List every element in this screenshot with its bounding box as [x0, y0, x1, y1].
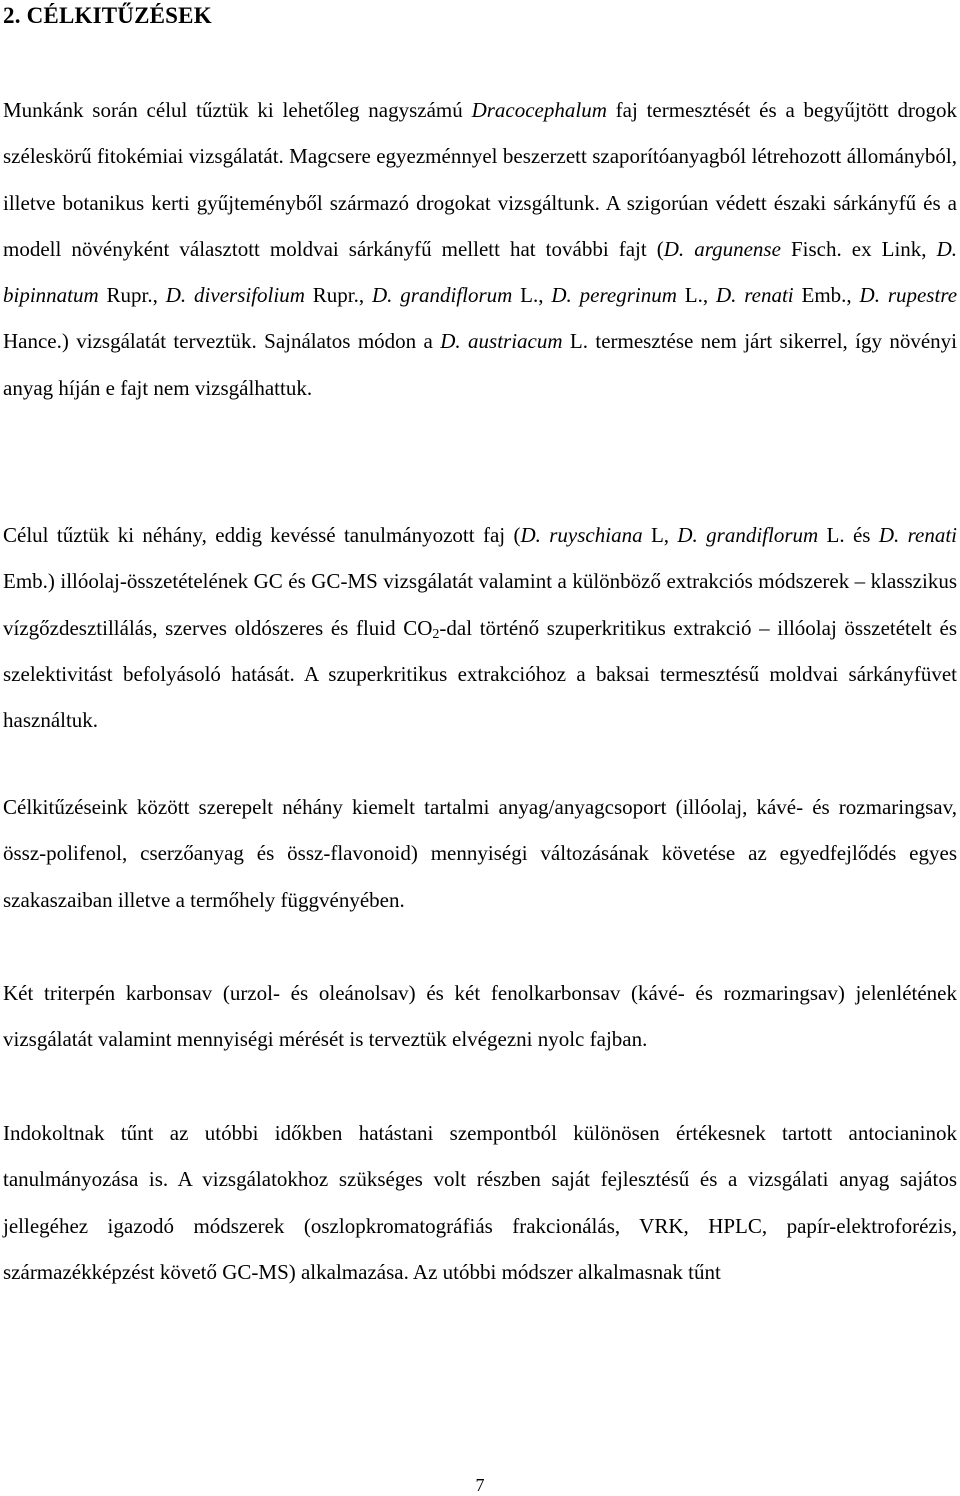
text-run: L.,	[512, 283, 552, 308]
text-run: L. termesztése nem járt sikerrel, így növényi anyag híján e fajt nem vizsgálhattuk.	[3, 329, 958, 400]
text-run: L,	[642, 523, 678, 547]
paragraph-5: Indokoltnak tűnt az utóbbi időkben hatástani szempontból különösen értékesnek tartott antocianinok tanulmányozása is. A vizsgálatokhoz szükséges volt részben saját fejlesztésű és a vizsgálati anyag sajátos jellegéhez igazodó módszerek (oszlopkromatográfiás frakcionálás, VRK, HPLC, papír-elektroforézis, származékképzést követő GC-MS) alkalmazása. Az utóbbi módszer alkalmasnak tűnt	[3, 1121, 957, 1284]
text-run: Emb.) illóolaj-összetételének GC és GC-MS vizsgálatát valamint a különböző extrakciós módszerek – klasszikus vízgőzdesztillálás, szerves oldószeres és fluid CO	[3, 569, 957, 640]
text-run: Munkánk során célul tűztük ki lehetőleg nagyszámú	[3, 98, 472, 122]
paragraph-1	[3, 87, 957, 411]
text-run: faj termesztését és a begyűjtött drogok széleskörű fitokémiai vizsgálatát. Magcsere egyezménnyel beszerzett szaporítóanyagból létrehozott állományból, illetve botanikus kerti gyűjteményből származó drogokat vizsgáltunk. A szigorúan védett északi sárkányfű és a modell növényként választott moldvai sárkányfű mellett hat további fajt (	[3, 98, 957, 261]
species-name: D. rupestre	[859, 283, 958, 308]
text-run: Fisch. ex Link,	[780, 236, 937, 261]
subscript: 2	[432, 626, 440, 642]
text-run: L. és	[818, 523, 879, 547]
species-name: D. argunense	[663, 236, 781, 261]
species-name: D. grandiflorum	[677, 523, 819, 547]
species-name: D. bipinnatum	[3, 236, 957, 308]
species-name: D. austriacum	[440, 329, 563, 354]
species-name: D. peregrinum	[551, 283, 677, 308]
paragraph-2	[3, 512, 957, 743]
species-name: D. ruyschiana	[520, 523, 643, 547]
species-name: D. grandiflorum	[371, 283, 513, 308]
species-name: Dracocephalum	[471, 98, 607, 122]
text-run: -dal történő szuperkritikus extrakció – illóolaj összetételt és szelektivitást befolyásoló hatását. A szuperkritikus extrakcióhoz a baksai termesztésű moldvai sárkányfüvet használtuk.	[3, 615, 957, 733]
text-run: Hance.) vizsgálatát terveztük. Sajnálatos módon a	[3, 329, 441, 354]
text-run: Rupr.,	[304, 283, 372, 308]
section-heading: 2. CÉLKITŰZÉSEK	[3, 3, 212, 28]
page-number: 7	[475, 1475, 485, 1495]
species-name: D. renati	[878, 523, 957, 547]
paragraph-3: Célkitűzéseink között szerepelt néhány kiemelt tartalmi anyag/anyagcsoport (illóolaj, kávé- és rozmaringsav, össz-polifenol, cserzőanyag és össz-flavonoid) mennyiségi változásának követése az egyedfejlődés egyes szakaszaiban illetve a termőhely függvényében.	[3, 795, 957, 912]
paragraph-4: Két triterpén karbonsav (urzol- és oleánolsav) és két fenolkarbonsav (kávé- és rozmaringsav) jelenlétének vizsgálatát valamint mennyiségi mérését is terveztük elvégezni nyolc fajban.	[3, 981, 957, 1052]
species-name: D. diversifolium	[165, 283, 305, 308]
text-run: L.,	[676, 283, 716, 308]
text-run: Rupr.,	[98, 283, 166, 308]
species-name: D. renati	[715, 283, 794, 308]
text-run: Célul tűztük ki néhány, eddig kevéssé tanulmányozott faj (	[3, 523, 521, 547]
text-run: Emb.,	[793, 283, 860, 308]
